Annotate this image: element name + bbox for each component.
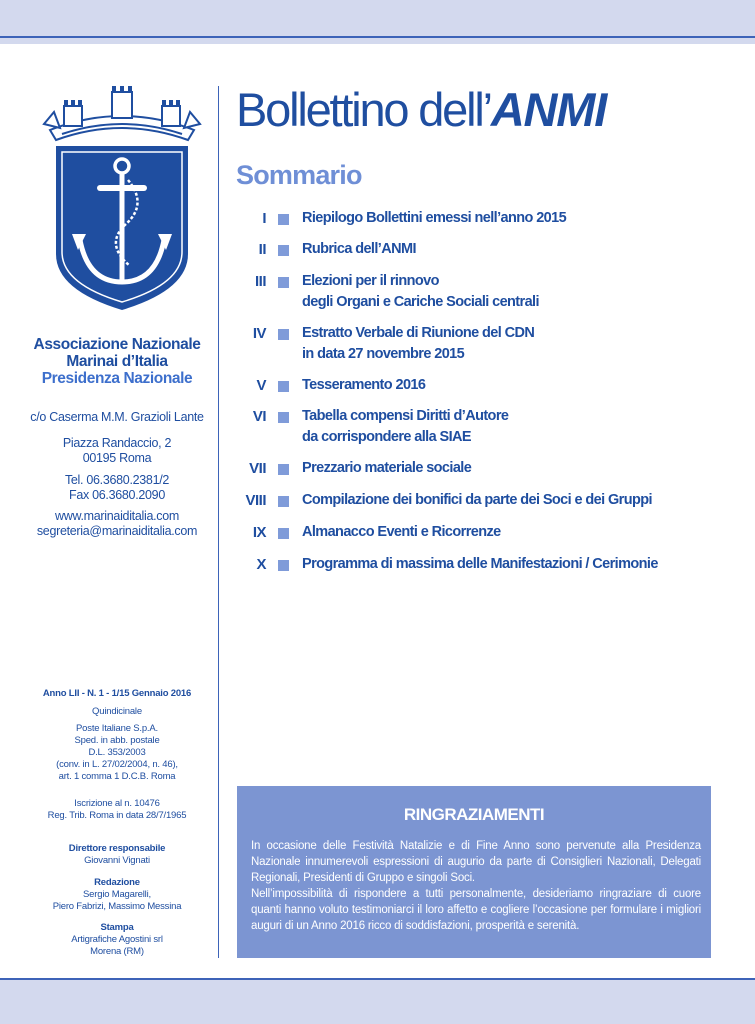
toc-number: VII: [249, 460, 266, 477]
bottom-band: [0, 978, 755, 1024]
printer-line: Artigrafiche Agostini srl: [71, 934, 163, 945]
association-line-2: Marinai d’Italia: [66, 353, 168, 370]
toc-line: Riepilogo Bollettini emessi nell’anno 2015: [302, 210, 567, 226]
printer-label: Stampa: [100, 922, 134, 933]
section-title: Sommario: [236, 160, 362, 190]
toc-line: Compilazione dei bonifici da parte dei Soci e dei Gruppi: [302, 492, 652, 508]
thanks-paragraph: In occasione delle Festività Natalizie e di Fine Anno sono pervenute alla Presidenza Nazionale innumerevoli espressioni di augurio da parte di Consiglieri Nazionali, Delegati Regionali, Presidenti di Gruppo e singoli Soci.: [251, 840, 701, 884]
toc-title: [302, 406, 752, 448]
fax-number: Fax 06.3680.2090: [69, 488, 165, 502]
contact-block: [22, 509, 212, 539]
toc-title: [302, 554, 752, 575]
bullet-square-icon: [278, 214, 289, 225]
registration-info: [22, 798, 212, 822]
thanks-title: RINGRAZIAMENTI: [403, 805, 545, 824]
editorial-label: Redazione: [94, 877, 140, 888]
top-rule: [0, 36, 755, 38]
toc-number: VIII: [245, 492, 266, 509]
postal-line: (conv. in L. 27/02/2004, n. 46),: [56, 759, 178, 770]
address-city: 00195 Roma: [82, 451, 152, 465]
thanks-box: [237, 786, 711, 958]
website-link[interactable]: www.marinaiditalia.com: [55, 509, 179, 523]
toc-line: da corrispondere alla SIAE: [302, 429, 471, 445]
phone-block: [22, 473, 212, 503]
printer-line: Morena (RM): [90, 946, 144, 957]
issue-number: Anno LII - N. 1 - 1/15 Gennaio 2016: [42, 688, 192, 699]
association-line-3: Presidenza Nazionale: [41, 370, 193, 387]
toc-number: III: [254, 273, 266, 290]
toc-line: Rubrica dell’ANMI: [302, 241, 416, 257]
toc-title: [302, 208, 752, 229]
director-block: [22, 843, 212, 867]
toc-line: degli Organi e Cariche Sociali centrali: [302, 294, 539, 310]
bullet-square-icon: [278, 381, 289, 392]
toc-title: [302, 239, 752, 260]
toc-number: X: [256, 556, 266, 573]
column-divider: [218, 86, 219, 958]
toc-title: [302, 375, 752, 396]
editorial-line: Piero Fabrizi, Massimo Messina: [52, 901, 182, 912]
toc-line: Prezzario materiale sociale: [302, 460, 472, 476]
bullet-square-icon: [278, 464, 289, 475]
editorial-line: Sergio Magarelli,: [83, 889, 151, 900]
phone-number: Tel. 06.3680.2381/2: [64, 473, 170, 487]
postal-line: Poste Italiane S.p.A.: [76, 723, 158, 734]
toc-number: I: [262, 210, 266, 227]
postal-line: art. 1 comma 1 D.C.B. Roma: [58, 771, 176, 782]
association-line-1: Associazione Nazionale: [33, 336, 201, 353]
address-block: [22, 436, 212, 466]
postal-info: [22, 723, 212, 783]
toc-line: Tesseramento 2016: [302, 377, 426, 393]
page-title: [236, 82, 606, 138]
thanks-body: [251, 838, 701, 934]
issue-frequency: Quindicinale: [92, 706, 142, 717]
director-label: Direttore responsabile: [68, 843, 166, 854]
toc-number: II: [258, 241, 266, 258]
toc-number: IV: [252, 325, 266, 342]
bullet-square-icon: [278, 329, 289, 340]
toc-line: in data 27 novembre 2015: [302, 346, 465, 362]
address-street: Piazza Randaccio, 2: [62, 436, 172, 450]
toc-line: Estratto Verbale di Riunione del CDN: [302, 325, 535, 341]
toc-title: [302, 458, 752, 479]
toc-title: [302, 522, 752, 543]
title-anmi: ANMI: [490, 83, 607, 136]
bottom-rule: [0, 978, 755, 980]
toc-line: Almanacco Eventi e Ricorrenze: [302, 524, 501, 540]
bullet-square-icon: [278, 277, 289, 288]
postal-line: D.L. 353/2003: [88, 747, 146, 758]
postal-line: Sped. in abb. postale: [74, 735, 160, 746]
registration-line: Iscrizione al n. 10476: [74, 798, 160, 809]
toc-number: IX: [252, 524, 266, 541]
email-link[interactable]: segreteria@marinaiditalia.com: [36, 524, 198, 538]
printer-block: [22, 922, 212, 958]
editorial-block: [22, 877, 212, 913]
toc-line: Programma di massima delle Manifestazioni / Cerimonie: [302, 556, 658, 572]
toc-number: V: [256, 377, 266, 394]
bullet-square-icon: [278, 560, 289, 571]
bullet-square-icon: [278, 245, 289, 256]
toc-title: [302, 271, 752, 313]
toc-number: VI: [252, 408, 266, 425]
toc-line: Tabella compensi Diritti d’Autore: [302, 408, 509, 424]
thanks-paragraph: Nell’impossibilità di rispondere a tutti personalmente, desideriamo ringraziare di cuore quanti hanno voluto testimoniarci il loro affetto e cogliere l’occasione per formulare i migliori auguri di un Anno 2016 ricco di soddisfazioni, prosperità e serenità.: [251, 888, 701, 932]
registration-line: Reg. Trib. Roma in data 28/7/1965: [47, 810, 187, 821]
bullet-square-icon: [278, 496, 289, 507]
anmi-crest-emblem: [42, 84, 202, 316]
toc-title: [302, 490, 752, 511]
toc-title: [302, 323, 752, 365]
toc-line: Elezioni per il rinnovo: [302, 273, 439, 289]
association-name: [22, 336, 212, 387]
address-care-of: c/o Caserma M.M. Grazioli Lante: [30, 410, 204, 424]
bullet-square-icon: [278, 412, 289, 423]
title-main: Bollettino dell’: [236, 83, 491, 136]
director-name: Giovanni Vignati: [84, 855, 150, 866]
bullet-square-icon: [278, 528, 289, 539]
